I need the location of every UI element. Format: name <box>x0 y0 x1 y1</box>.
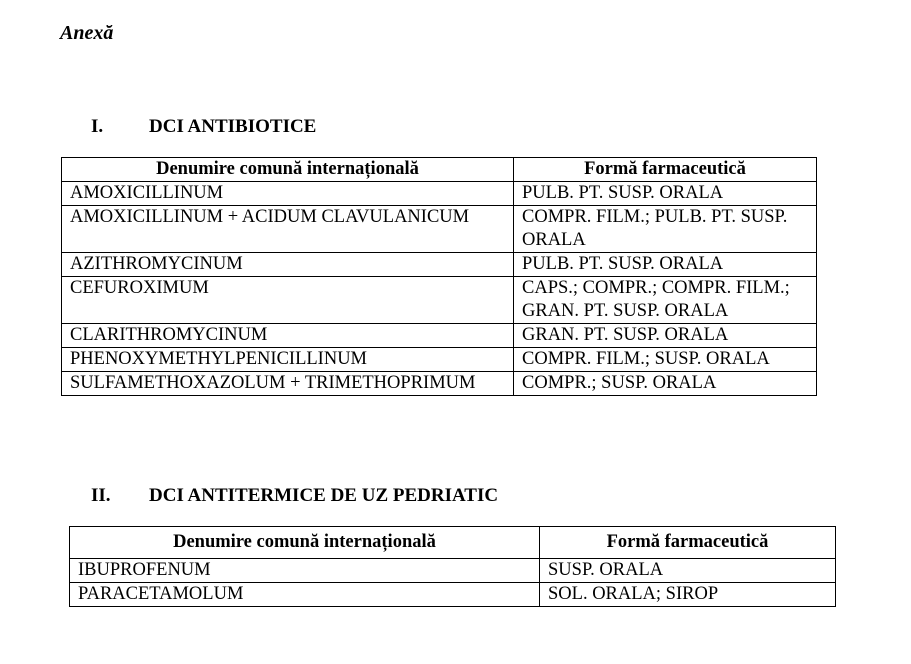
drug-name-cell: PHENOXYMETHYLPENICILLINUM <box>62 348 514 372</box>
drug-form-cell: PULB. PT. SUSP. ORALA <box>514 182 817 206</box>
table-row <box>62 277 817 324</box>
drug-form-cell: COMPR. FILM.; PULB. PT. SUSP. ORALA <box>514 206 817 253</box>
drug-name-cell: AMOXICILLINUM <box>62 182 514 206</box>
section-number: I. <box>91 116 104 137</box>
annex-title: Anexă <box>60 22 114 44</box>
drug-name-cell: CLARITHROMYCINUM <box>62 324 514 348</box>
table-row <box>62 372 817 396</box>
drug-form-cell: COMPR. FILM.; SUSP. ORALA <box>514 348 817 372</box>
drug-form-cell: COMPR.; SUSP. ORALA <box>514 372 817 396</box>
table-row <box>62 324 817 348</box>
drug-name-cell: PARACETAMOLUM <box>70 583 540 607</box>
table-row <box>70 583 836 607</box>
drug-form-cell: SUSP. ORALA <box>540 559 836 583</box>
section-title: DCI ANTITERMICE DE UZ PEDRIATIC <box>149 485 499 506</box>
drug-name-cell: SULFAMETHOXAZOLUM + TRIMETHOPRIMUM <box>62 372 514 396</box>
section-title: DCI ANTIBIOTICE <box>149 116 317 137</box>
antibiotics-table <box>61 157 817 396</box>
section-heading-antibiotics <box>91 115 491 139</box>
drug-form-cell: CAPS.; COMPR.; COMPR. FILM.; GRAN. PT. SUSP. ORALA <box>514 277 817 324</box>
table-row <box>62 206 817 253</box>
drug-form-cell: SOL. ORALA; SIROP <box>540 583 836 607</box>
column-header-name: Denumire comună internațională <box>62 158 514 182</box>
table-header-row <box>70 527 836 559</box>
column-header-name: Denumire comună internațională <box>70 527 540 559</box>
antipyretics-table <box>69 526 836 607</box>
table-header-row <box>62 158 817 182</box>
drug-form-cell: PULB. PT. SUSP. ORALA <box>514 253 817 277</box>
section-heading-antipyretics <box>91 484 591 508</box>
table-row <box>62 253 817 277</box>
drug-name-cell: CEFUROXIMUM <box>62 277 514 324</box>
drug-name-cell: IBUPROFENUM <box>70 559 540 583</box>
drug-name-cell: AMOXICILLINUM + ACIDUM CLAVULANICUM <box>62 206 514 253</box>
column-header-form: Formă farmaceutică <box>514 158 817 182</box>
drug-name-cell: AZITHROMYCINUM <box>62 253 514 277</box>
column-header-form: Formă farmaceutică <box>540 527 836 559</box>
drug-form-cell: GRAN. PT. SUSP. ORALA <box>514 324 817 348</box>
table-row <box>62 182 817 206</box>
section-number: II. <box>91 485 111 506</box>
table-row <box>62 348 817 372</box>
table-row <box>70 559 836 583</box>
